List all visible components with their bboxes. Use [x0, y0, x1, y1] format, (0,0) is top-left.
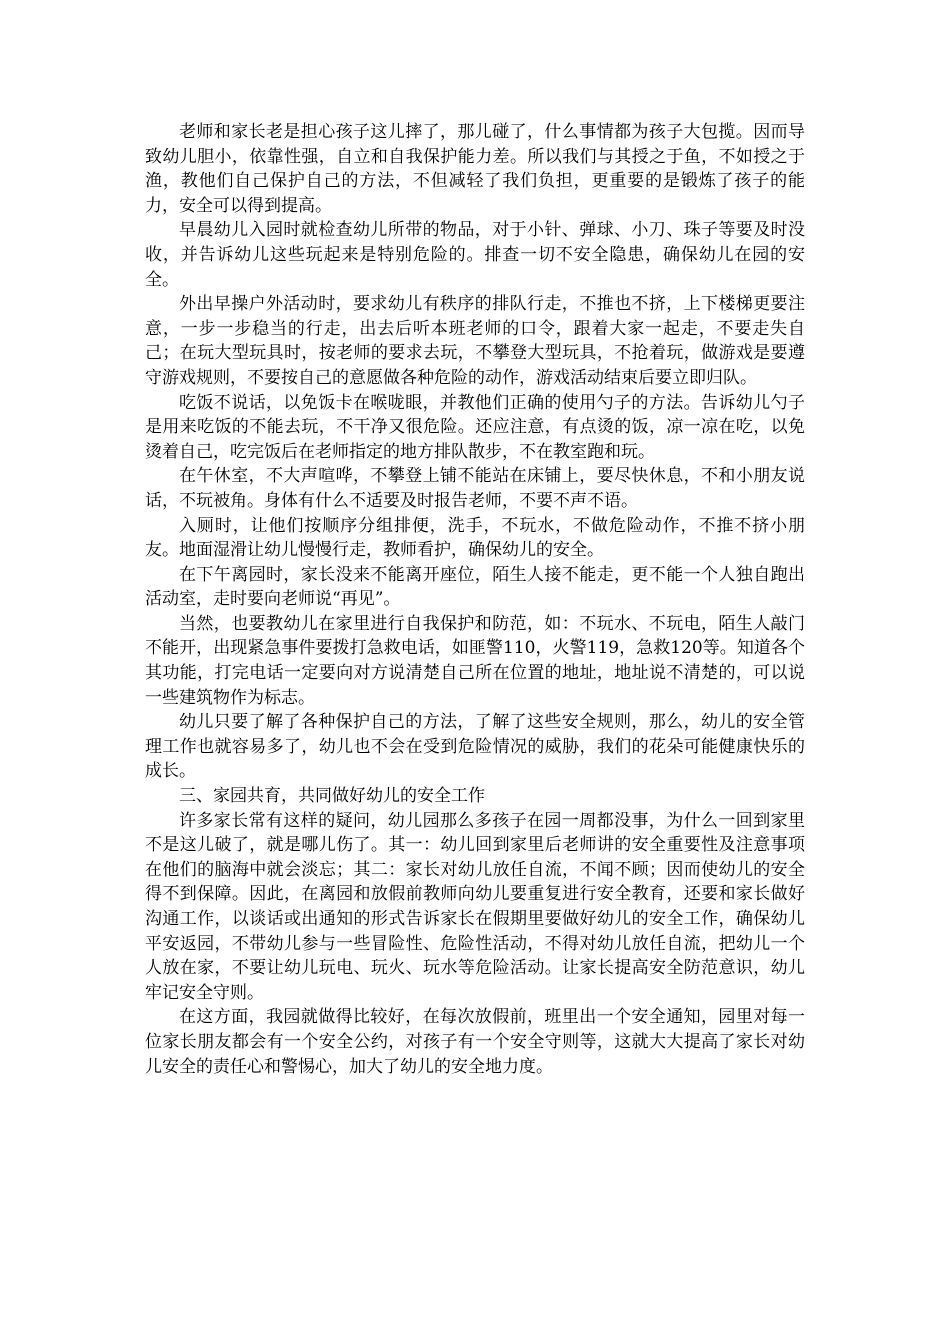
- paragraph-7: 在下午离园时，家长没来不能离开座位，陌生人接不能走，更不能一个人独自跑出活动室，走时要向老师说“再见”。: [145, 564, 805, 610]
- paragraph-10: 许多家长常有这样的疑问，幼儿园那么多孩子在园一周都没事，为什么一回到家里不是这儿破了，就是哪儿伤了。其一：幼儿回到家里后老师讲的安全重要性及注意事项在他们的脑海中就会淡忘；其二：家长对幼儿放任自流，不闻不顾；因而使幼儿的安全得不到保障。因此，在离园和放假前教师向幼儿要重复进行安全教育，还要和家长做好沟通工作，以谈话或出通知的形式告诉家长在假期里要做好幼儿的安全工作，确保幼儿平安返园，不带幼儿参与一些冒险性、危险性活动，不得对幼儿放任自流，把幼儿一个人放在家，不要让幼儿玩电、玩火、玩水等危险活动。让家长提高安全防范意识，幼儿牢记安全守则。: [145, 810, 805, 1003]
- paragraph-6: 入厕时，让他们按顺序分组排便，洗手，不玩水，不做危险动作，不推不挤小朋友。地面湿滑让幼儿慢慢行走，教师看护，确保幼儿的安全。: [145, 515, 805, 561]
- document-page: [145, 120, 805, 1079]
- paragraph-5: 在午休室，不大声喧哗，不攀登上铺不能站在床铺上，要尽快休息，不和小朋友说话，不玩被角。身体有什么不适要及时报告老师，不要不声不语。: [145, 466, 805, 511]
- paragraph-4: 吃饭不说话，以免饭卡在喉咙眼，并教他们正确的使用勺子的方法。告诉幼儿勺子是用来吃饭的不能去玩，不干净又很危险。还应注意，有点烫的饭，凉一凉在吃，以免烫着自己，吃完饭后在老师指定的地方排队散步，不在教室跑和玩。: [145, 392, 805, 462]
- paragraph-2: 早晨幼儿入园时就检查幼儿所带的物品，对于小针、弹球、小刀、珠子等要及时没收，并告诉幼儿这些玩起来是特别危险的。排查一切不安全隐患，确保幼儿在园的安全。: [145, 220, 805, 290]
- paragraph-11: 在这方面，我园就做得比较好，在每次放假前，班里出一个安全通知，园里对每一位家长朋友都会有一个安全公约，对孩子有一个安全守则等，这就大大提高了家长对幼儿安全的责任心和警惕心，加大了幼儿的安全地力度。: [145, 1007, 805, 1077]
- paragraph-8: 当然，也要教幼儿在家里进行自我保护和防范，如：不玩水、不玩电，陌生人敲门不能开，出现紧急事件要拨打急救电话，如匪警110，火警119，急救120等。知道各个其功能，打完电话一定要向对方说清楚自己所在位置的地址，地址说不清楚的，可以说一些建筑物作为标志。: [145, 613, 805, 708]
- paragraph-9: 幼儿只要了解了各种保护自己的方法，了解了这些安全规则，那么，幼儿的安全管理工作也就容易多了，幼儿也不会在受到危险情况的威胁，我们的花朵可能健康快乐的成长。: [145, 712, 805, 782]
- section-heading: 三、家园共育，共同做好幼儿的安全工作: [179, 786, 485, 807]
- paragraph-3: 外出早操户外活动时，要求幼儿有秩序的排队行走，不推也不挤，上下楼梯更要注意，一步一步稳当的行走，出去后听本班老师的口令，跟着大家一起走，不要走失自己；在玩大型玩具时，按老师的要求去玩，不攀登大型玩具，不抢着玩，做游戏是要遵守游戏规则，不要按自己的意愿做各种危险的动作，游戏活动结束后要立即归队。: [145, 294, 805, 388]
- paragraph-1: 老师和家长老是担心孩子这儿摔了，那儿碰了，什么事情都为孩子大包揽。因而导致幼儿胆小，依靠性强，自立和自我保护能力差。所以我们与其授之于鱼，不如授之于渔，教他们自己保护自己的方法，不但减轻了我们负担，更重要的是锻炼了孩子的能力，安全可以得到提高。: [145, 122, 805, 216]
